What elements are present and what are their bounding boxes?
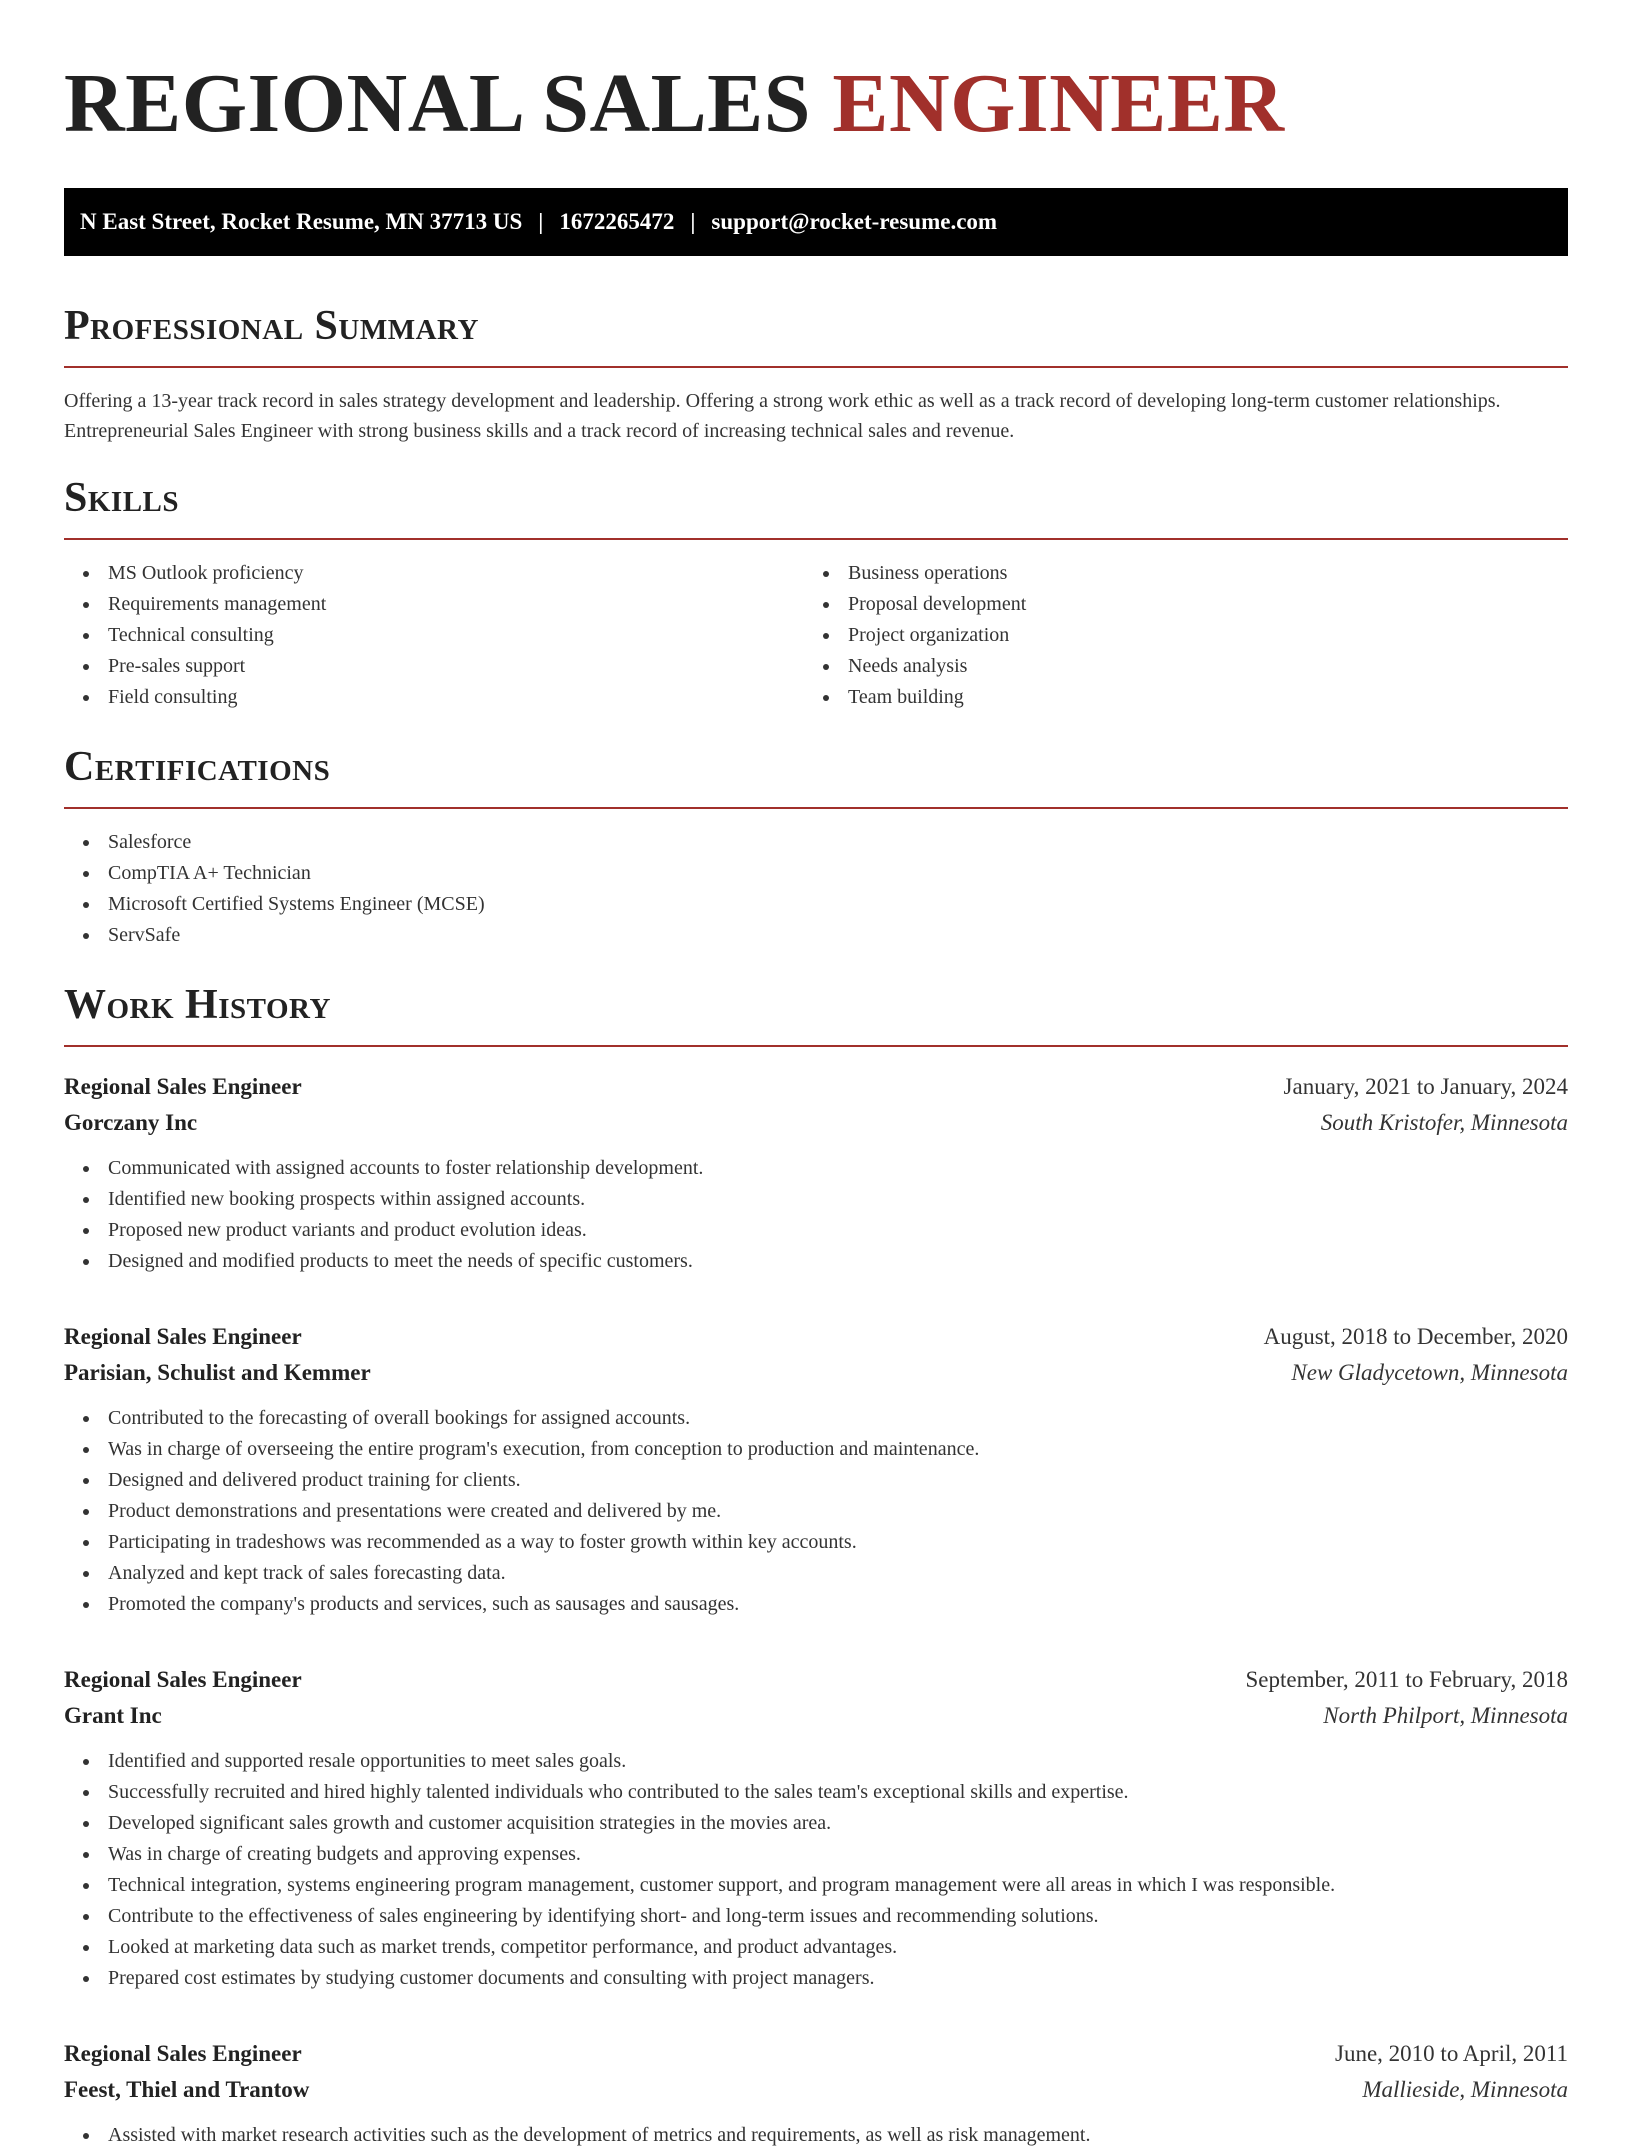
job-company: Grant Inc	[64, 1703, 162, 1728]
job-location: New Gladycetown, Minnesota	[1291, 1360, 1568, 1385]
skill-item: Business operations	[804, 558, 1544, 589]
contact-address: N East Street, Rocket Resume, MN 37713 US	[80, 209, 523, 234]
job-location: Mallieside, Minnesota	[1362, 2077, 1568, 2102]
job-bullet: Analyzed and kept track of sales forecasting data.	[64, 1558, 1568, 1589]
name-main: REGIONAL SALES	[64, 57, 811, 150]
job-entry	[64, 2036, 1568, 2151]
summary-title: Professional Summary	[64, 303, 479, 349]
summary-text: Offering a 13-year track record in sales strategy development and leadership. Offering a strong work ethic as well as a track record of developing long-term customer relationships. Entrepreneurial Sales Engineer with strong business skills and a track record of increasing technical sales and revenue.	[64, 390, 1501, 442]
contact-phone: 1672265472	[559, 209, 675, 234]
summary-section	[64, 302, 1568, 446]
job-bullet: Assisted with market research activities such as the development of metrics and requirements, as well as risk management.	[64, 2120, 1568, 2151]
job-dates: January, 2021 to January, 2024	[1283, 1074, 1568, 1099]
certification-item: Salesforce	[64, 827, 1568, 858]
job-bullet: Proposed new product variants and product evolution ideas.	[64, 1215, 1568, 1246]
job-entry	[64, 1069, 1568, 1277]
job-location: South Kristofer, Minnesota	[1320, 1110, 1568, 1135]
job-bullets	[64, 1403, 1568, 1620]
job-bullet: Contributed to the forecasting of overall bookings for assigned accounts.	[64, 1403, 1568, 1434]
job-location: North Philport, Minnesota	[1323, 1703, 1568, 1728]
job-company: Parisian, Schulist and Kemmer	[64, 1360, 371, 1385]
job-bullet: Product demonstrations and presentations were created and delivered by me.	[64, 1496, 1568, 1527]
job-title: Regional Sales Engineer	[64, 2041, 302, 2066]
job-bullet: Designed and delivered product training for clients.	[64, 1465, 1568, 1496]
resume-name	[64, 56, 1568, 152]
job-bullet: Contribute to the effectiveness of sales engineering by identifying short- and long-term issues and recommending solutions.	[64, 1901, 1568, 1932]
job-bullet: Communicated with assigned accounts to foster relationship development.	[64, 1153, 1568, 1184]
skills-title: Skills	[64, 475, 180, 521]
section-divider	[64, 366, 1568, 368]
job-bullets	[64, 1746, 1568, 1994]
job-bullet: Prepared cost estimates by studying customer documents and consulting with project managers.	[64, 1963, 1568, 1994]
job-title: Regional Sales Engineer	[64, 1667, 302, 1692]
skill-item: Project organization	[804, 620, 1544, 651]
section-divider	[64, 807, 1568, 809]
job-dates: August, 2018 to December, 2020	[1263, 1324, 1568, 1349]
job-bullet: Looked at marketing data such as market trends, competitor performance, and product advantages.	[64, 1932, 1568, 1963]
certification-item: Microsoft Certified Systems Engineer (MCSE)	[64, 889, 1568, 920]
job-bullet: Designed and modified products to meet the needs of specific customers.	[64, 1246, 1568, 1277]
certifications-list	[64, 827, 1568, 951]
skills-grid	[64, 558, 1568, 713]
work-history-title: Work History	[64, 982, 331, 1028]
job-company: Gorczany Inc	[64, 1110, 198, 1135]
job-bullet: Technical integration, systems engineering program management, customer support, and program management were all areas in which I was responsible.	[64, 1870, 1568, 1901]
skills-section	[64, 474, 1568, 713]
job-title: Regional Sales Engineer	[64, 1074, 302, 1099]
contact-email: support@rocket-resume.com	[711, 209, 998, 234]
contact-bar	[64, 188, 1568, 256]
skill-item: Field consulting	[64, 682, 804, 713]
job-entry	[64, 1662, 1568, 1994]
skill-item: Proposal development	[804, 589, 1544, 620]
certification-item: ServSafe	[64, 920, 1568, 951]
skill-item: Pre-sales support	[64, 651, 804, 682]
job-entry	[64, 1319, 1568, 1620]
skills-list-left	[64, 558, 804, 713]
certifications-title: Certifications	[64, 744, 331, 790]
job-bullet: Was in charge of creating budgets and approving expenses.	[64, 1839, 1568, 1870]
job-bullet: Successfully recruited and hired highly talented individuals who contributed to the sales team's exceptional skills and expertise.	[64, 1777, 1568, 1808]
job-bullet: Identified and supported resale opportunities to meet sales goals.	[64, 1746, 1568, 1777]
work-history-section	[64, 981, 1568, 2151]
job-bullet: Developed significant sales growth and customer acquisition strategies in the movies area.	[64, 1808, 1568, 1839]
certification-item: CompTIA A+ Technician	[64, 858, 1568, 889]
section-divider	[64, 1045, 1568, 1047]
certifications-section	[64, 743, 1568, 951]
job-bullet: Was in charge of overseeing the entire program's execution, from conception to production and maintenance.	[64, 1434, 1568, 1465]
job-bullets	[64, 2120, 1568, 2151]
section-divider	[64, 538, 1568, 540]
job-title: Regional Sales Engineer	[64, 1324, 302, 1349]
job-bullet: Promoted the company's products and services, such as sausages and sausages.	[64, 1589, 1568, 1620]
skill-item: Requirements management	[64, 589, 804, 620]
contact-separator: |	[538, 209, 544, 234]
contact-separator: |	[690, 209, 696, 234]
job-bullets	[64, 1153, 1568, 1277]
skill-item: Needs analysis	[804, 651, 1544, 682]
name-accent: ENGINEER	[832, 57, 1285, 150]
skill-item: Technical consulting	[64, 620, 804, 651]
job-company: Feest, Thiel and Trantow	[64, 2077, 310, 2102]
skill-item: MS Outlook proficiency	[64, 558, 804, 589]
job-bullet: Identified new booking prospects within assigned accounts.	[64, 1184, 1568, 1215]
skills-list-right	[804, 558, 1544, 713]
job-bullet: Participating in tradeshows was recommended as a way to foster growth within key accounts.	[64, 1527, 1568, 1558]
job-dates: June, 2010 to April, 2011	[1335, 2041, 1568, 2066]
job-dates: September, 2011 to February, 2018	[1245, 1667, 1568, 1692]
skill-item: Team building	[804, 682, 1544, 713]
